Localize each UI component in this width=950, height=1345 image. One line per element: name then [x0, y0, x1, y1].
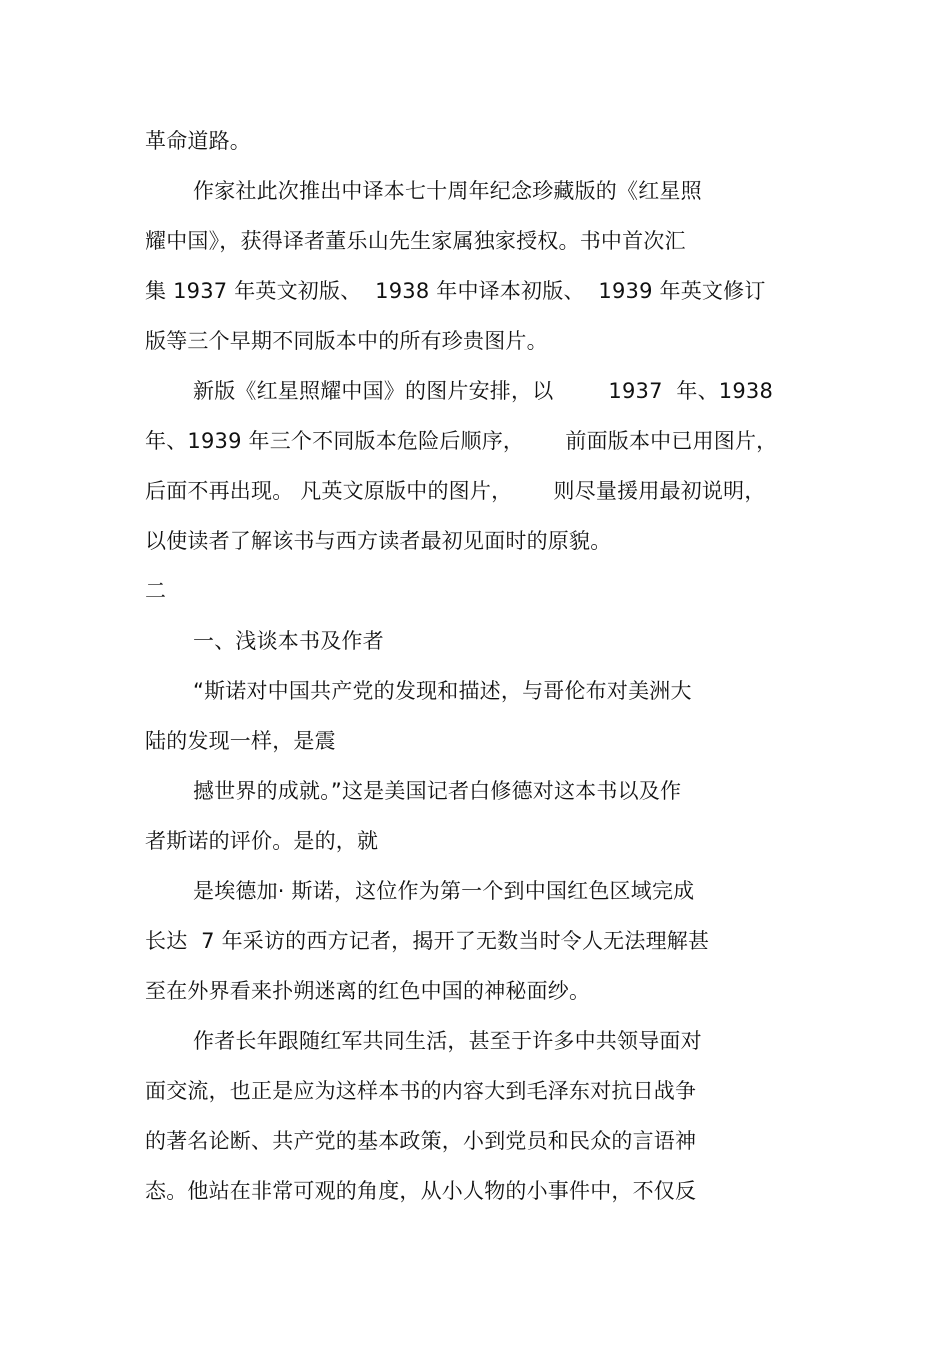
- text-line: 作家社此次推出中译本七十周年纪念珍藏版的《红星照: [193, 179, 702, 203]
- text-line: 撼世界的成就。”这是美国记者白修德对这本书以及作: [193, 779, 682, 803]
- section-number: 二: [145, 579, 167, 603]
- text-line: 者斯诺的评价。是的，就: [145, 829, 379, 853]
- text-line: 版等三个早期不同版本中的所有珍贵图片。: [145, 329, 548, 353]
- text-line: 后面不再出现。 凡英文原版中的图片， 则尽量援用最初说明，: [145, 479, 766, 503]
- text-line: 态。他站在非常可观的角度，从小人物的小事件中，不仅反: [145, 1179, 697, 1203]
- text-line: 新版《红星照耀中国》的图片安排，以 1937 年、1938: [193, 379, 774, 403]
- text-line: 的著名论断、共产党的基本政策，小到党员和民众的言语神: [145, 1129, 697, 1153]
- text-line: 耀中国》，获得译者董乐山先生家属独家授权。书中首次汇: [145, 229, 686, 253]
- text-line: 至在外界看来扑朔迷离的红色中国的神秘面纱。: [145, 979, 591, 1003]
- text-line: 面交流，也正是应为这样本书的内容大到毛泽东对抗日战争: [145, 1079, 697, 1103]
- text-line: “斯诺对中国共产党的发现和描述，与哥伦布对美洲大: [193, 679, 692, 703]
- text-line: 年、1939 年三个不同版本危险后顺序， 前面版本中已用图片，: [145, 429, 778, 453]
- section-heading: 一、浅谈本书及作者: [193, 629, 384, 653]
- text-line: 革命道路。: [145, 129, 251, 153]
- text-line: 以使读者了解该书与西方读者最初见面时的原貌。: [145, 529, 612, 553]
- text-line: 是埃德加· 斯诺，这位作为第一个到中国红色区域完成: [193, 879, 695, 903]
- text-line: 集 1937 年英文初版、 1938 年中译本初版、 1939 年英文修订: [145, 279, 766, 303]
- text-line: 陆的发现一样，是震: [145, 729, 336, 753]
- text-line: 作者长年跟随红军共同生活，甚至于许多中共领导面对: [193, 1029, 702, 1053]
- text-line: 长达 7 年采访的西方记者，揭开了无数当时令人无法理解甚: [145, 929, 710, 953]
